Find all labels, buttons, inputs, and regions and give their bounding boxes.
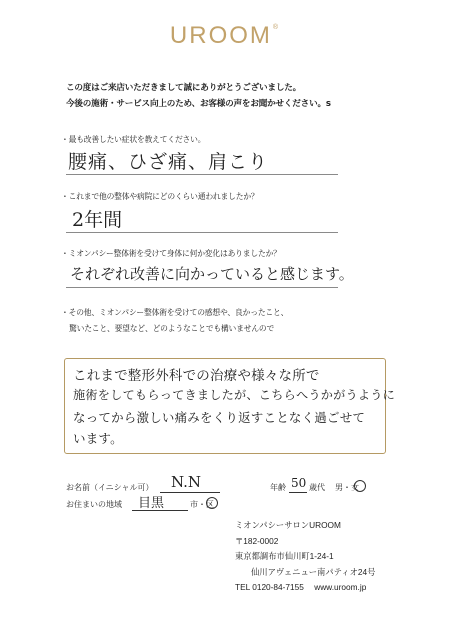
question-2: ・これまで他の整体や病院にどのくらい通われましたか？ (61, 192, 259, 201)
comment-line-2: 施術をしてもらってきましたが、こちらへうかがうように (73, 388, 396, 402)
age-label: 年齢 (270, 483, 286, 492)
company-address-1: 東京都調布市仙川町1-24-1 (235, 551, 334, 561)
company-info (235, 518, 375, 596)
comment-line-3: なってから激しい痛みをくり返すことなく過ごせて (73, 410, 366, 425)
company-contact-row (235, 580, 375, 596)
area-value: 目黒 (138, 496, 165, 511)
company-address-2: 仙川アヴェニュー南パティオ24号 (251, 566, 376, 577)
question-1: ・最も改善したい症状を教えてください。 (61, 135, 206, 144)
answer-1: 腰痛、ひざ痛、肩こり (68, 151, 269, 173)
area-label: お住まいの地域 (66, 500, 122, 509)
comment-line-4: います。 (73, 431, 123, 446)
name-value: N.N (171, 473, 202, 491)
answer-2: 2年間 (72, 209, 123, 231)
company-zip: 〒182-0002 (235, 535, 279, 546)
age-value: 50 (291, 476, 307, 490)
answer-2-underline (66, 232, 338, 233)
age-suffix: 歳代 (309, 483, 325, 492)
name-underline (160, 492, 220, 493)
city-label: 市・区 (190, 500, 214, 509)
area-underline (132, 510, 188, 511)
comment-line-1: これまで整形外科での治療や様々な所で (73, 368, 320, 384)
answer-3: それぞれ改善に向かっていると感じます。 (70, 265, 354, 283)
gender-label: 男・女 (335, 483, 359, 492)
question-4 (61, 307, 433, 334)
question-4-line-2: 驚いたこと、要望など、どのようなことでも構いませんので (69, 324, 275, 333)
gender-circle (354, 480, 366, 492)
city-circle (206, 497, 218, 509)
brand-logo: UROOM® (169, 22, 281, 49)
company-tel: TEL 0120-84-7155 (235, 582, 304, 592)
intro-line-2: 今後の施術・サービス向上のため、お客様の声をお聞かせください。s (66, 99, 331, 109)
answer-1-underline (66, 174, 338, 175)
company-name: ミオンパシーサロンUROOM (235, 520, 341, 530)
intro-line-1: この度はご来店いただきまして誠にありがとうございました。 (66, 83, 302, 93)
answer-3-underline (66, 287, 338, 288)
name-label: お名前（イニシャル可） (66, 483, 154, 492)
comment-box (64, 358, 396, 454)
question-3: ・ミオンパシー整体術を受けて身体に何か変化はありましたか？ (61, 249, 281, 258)
intro-text (66, 80, 438, 112)
company-url: www.uroom.jp (314, 582, 367, 592)
age-underline (289, 492, 307, 493)
question-4-line-1: ・その他、ミオンパシー整体術を受けての感想や、良かったこと、 (61, 308, 289, 317)
